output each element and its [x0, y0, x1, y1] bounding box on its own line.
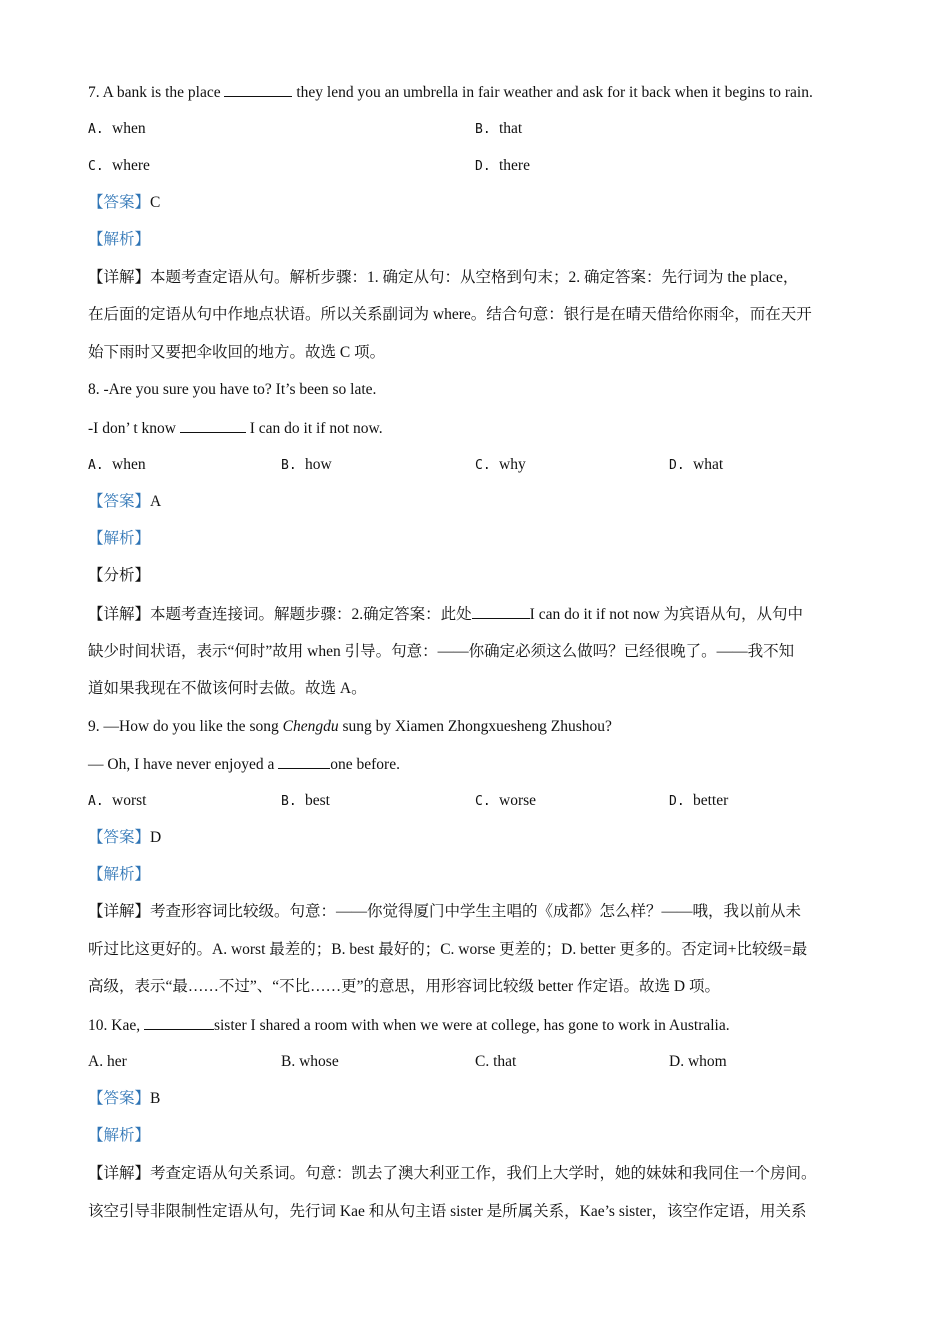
q10-jiexi-label: 【解析】	[88, 1127, 151, 1144]
q10-detail-line1: 【详解】考查定语从句关系词。句意：凯去了澳大利亚工作，我们上大学时，她的妹妹和我同住一个房间。	[88, 1165, 817, 1182]
q7-jiexi-label: 【解析】	[88, 231, 151, 248]
q8-detail-line1: 【详解】本题考查连接词。解题步骤：2.确定答案：此处 I can do it if not now 为宾语从句，从句中	[88, 606, 804, 623]
q8-blank	[180, 418, 246, 433]
q8-fenxi-label: 【分析】	[88, 567, 151, 584]
q8-stem-line1: 8. -Are you sure you have to? It’s been so late.	[88, 381, 377, 398]
q8-answer: 【答案】A	[88, 493, 162, 510]
q8-option-a: A. when	[88, 456, 146, 473]
q7-detail-line3: 始下雨时又要把伞收回的地方。故选 C 项。	[88, 344, 386, 361]
q8-detail-line3: 道如果我现在不做该何时去做。故选 A。	[88, 680, 367, 697]
q10-stem: 10. Kae, sister I shared a room with when we were at college, has gone to work in Australia.	[88, 1017, 730, 1034]
q9-option-d: D. better	[669, 792, 729, 809]
q7-option-b: B. that	[475, 120, 523, 137]
q10-blank	[144, 1015, 214, 1030]
q10-option-b: B. whose	[281, 1053, 339, 1070]
q7-answer: 【答案】C	[88, 194, 161, 211]
q7-option-c: C. where	[88, 157, 150, 174]
q9-stem-line1: 9. —How do you like the song Chengdu sung by Xiamen Zhongxuesheng Zhushou?	[88, 718, 612, 735]
q10-option-d: D. whom	[669, 1053, 727, 1070]
q9-answer: 【答案】D	[88, 829, 162, 846]
q9-stem-line2: — Oh, I have never enjoyed a one before.	[88, 756, 400, 773]
q9-option-a: A. worst	[88, 792, 147, 809]
q10-detail-line2: 该空引导非限制性定语从句，先行词 Kae 和从句主语 sister 是所属关系，Kae’s sister，该空作定语，用关系	[88, 1203, 807, 1220]
q9-option-c: C. worse	[475, 792, 537, 809]
q7-detail-line2: 在后面的定语从句中作地点状语。所以关系副词为 where。结合句意：银行是在晴天借给你雨伞，而在天开	[88, 306, 812, 323]
q9-detail-line3: 高级，表示“最……不过”、“不比……更”的意思，用形容词比较级 better 作定语。故选 D 项。	[88, 978, 720, 995]
q9-blank	[278, 754, 330, 769]
q8-detail-blank	[472, 604, 530, 619]
q8-option-d: D. what	[669, 456, 724, 473]
q10-answer: 【答案】B	[88, 1090, 161, 1107]
q8-option-b: B. how	[281, 456, 332, 473]
q7-option-a: A. when	[88, 120, 146, 137]
q8-option-c: C. why	[475, 456, 526, 473]
q9-detail-line1: 【详解】考查形容词比较级。句意：——你觉得厦门中学生主唱的《成都》怎么样？——哦，我以前从未	[88, 903, 802, 920]
q8-stem-line2: -I don’ t know I can do it if not now.	[88, 420, 383, 437]
q8-detail-line2: 缺少时间状语，表示“何时”故用 when 引导。句意：——你确定必须这么做吗？已经很晚了。——我不知	[88, 643, 795, 660]
q9-option-b: B. best	[281, 792, 330, 809]
q7-stem: 7. A bank is the place they lend you an umbrella in fair weather and ask for it back when it begins to rain.	[88, 84, 813, 101]
q9-jiexi-label: 【解析】	[88, 866, 151, 883]
q8-jiexi-label: 【解析】	[88, 530, 151, 547]
q9-detail-line2: 听过比这更好的。A. worst 最差的；B. best 最好的；C. worse 更差的；D. better 更多的。否定词+比较级=最	[88, 941, 808, 958]
q7-blank	[224, 82, 292, 97]
q7-option-d: D. there	[475, 157, 530, 174]
q10-option-c: C. that	[475, 1053, 517, 1070]
q7-detail-line1: 【详解】本题考查定语从句。解析步骤：1. 确定从句：从空格到句末；2. 确定答案：先行词为 the place，	[88, 269, 799, 286]
q10-option-a: A. her	[88, 1053, 127, 1070]
